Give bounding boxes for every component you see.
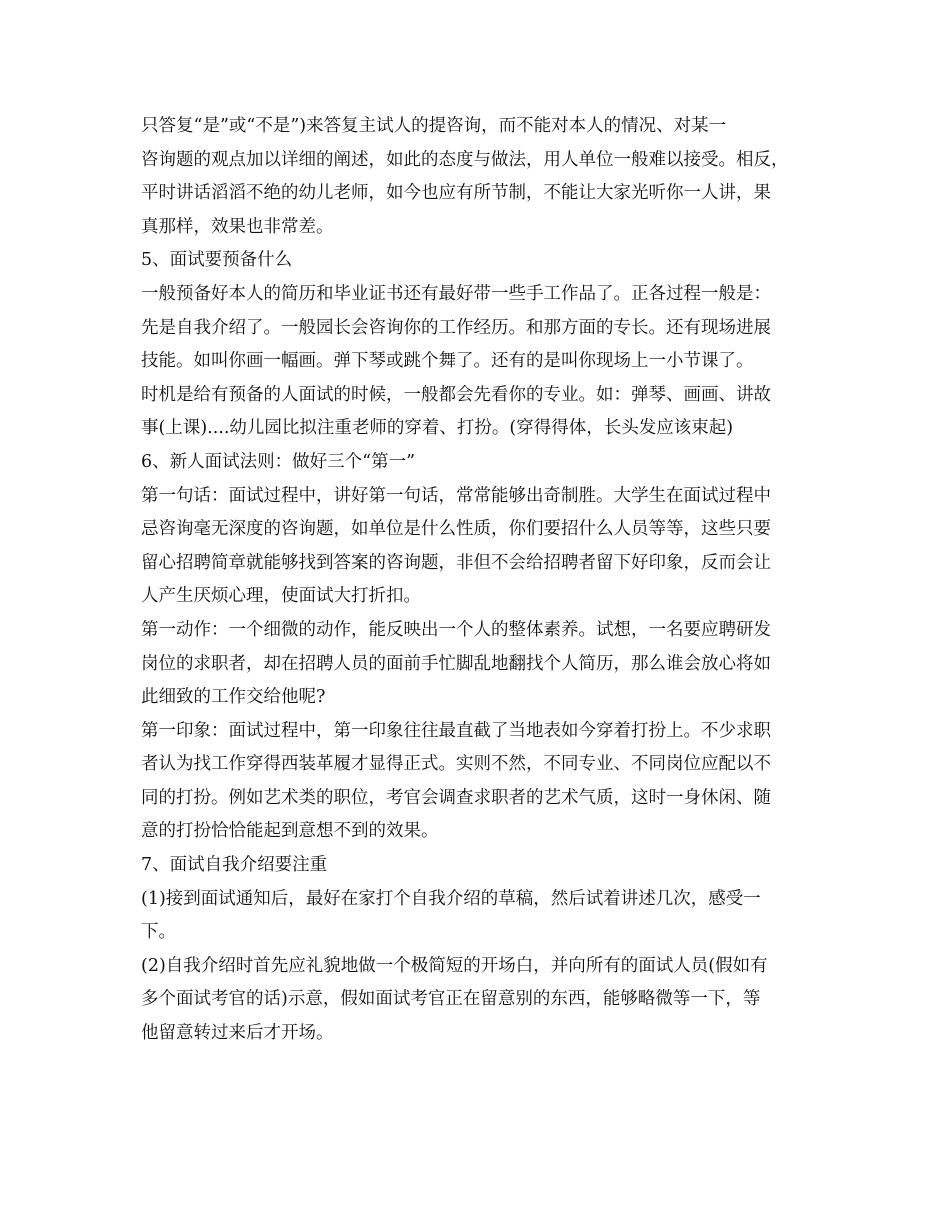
document-body (141, 110, 831, 1051)
text-line: 岗位的求职者，却在招聘人员的面前手忙脚乱地翻找个人简历，那么谁会放心将如 (141, 653, 771, 674)
section-heading: 7、面试自我介绍要注重 (141, 855, 328, 876)
text-line: 多个面试考官的话)示意，假如面试考官正在留意别的东西，能够略微等一下，等 (141, 989, 761, 1010)
text-line: 一般预备好本人的简历和毕业证书还有最好带一些手工作品了。正各过程一般是： (141, 283, 771, 304)
text-line: 先是自我介绍了。一般园长会咨询你的工作经历。和那方面的专长。还有现场进展 (141, 317, 771, 338)
text-line: 时机是给有预备的人面试的时候，一般都会先看你的专业。如：弹琴、画画、讲故 (141, 384, 771, 405)
text-line: 第一句话：面试过程中，讲好第一句话，常常能够出奇制胜。大学生在面试过程中 (141, 485, 771, 506)
text-line: 第一印象：面试过程中，第一印象往往最直截了当地表如今穿着打扮上。不少求职 (141, 720, 771, 741)
text-line: 此细致的工作交给他呢? (141, 687, 326, 708)
section-heading: 6、新人面试法则：做好三个“第一” (141, 451, 416, 472)
text-line: 忌咨询毫无深度的咨询题，如单位是什么性质，你们要招什么人员等等，这些只要 (141, 519, 771, 540)
text-line: 他留意转过来后才开场。 (141, 1023, 334, 1044)
text-line: 平时讲话滔滔不绝的幼儿老师，如今也应有所节制，不能让大家光听你一人讲，果 (141, 183, 771, 204)
text-line: 下。 (141, 922, 176, 943)
text-line: 留心招聘简章就能够找到答案的咨询题，非但不会给招聘者留下好印象，反而会让 (141, 552, 771, 573)
text-line: (2)自我介绍时首先应礼貌地做一个极简短的开场白，并向所有的面试人员(假如有 (141, 955, 768, 976)
text-line: 事(上课)....幼儿园比拟注重老师的穿着、打扮。(穿得得体，长头发应该束起) (141, 418, 734, 439)
text-line: 人产生厌烦心理，使面试大打折扣。 (141, 586, 421, 607)
text-line: 技能。如叫你画一幅画。弹下琴或跳个舞了。还有的是叫你现场上一小节课了。 (141, 351, 754, 372)
text-line: 咨询题的观点加以详细的阐述，如此的态度与做法，用人单位一般难以接受。相反， (141, 149, 789, 170)
text-line: (1)接到面试通知后，最好在家打个自我介绍的草稿，然后试着讲述几次，感受一 (141, 888, 761, 909)
text-line: 真那样，效果也非常差。 (141, 216, 334, 237)
text-line: 只答复“是”或“不是”)来答复主试人的提咨询，而不能对本人的情况、对某一 (141, 116, 727, 136)
text-line: 者认为找工作穿得西装革履才显得正式。实则不然，不同专业、不同岗位应配以不 (141, 754, 771, 775)
section-heading: 5、面试要预备什么 (141, 250, 293, 271)
text-line: 同的打扮。例如艺术类的职位，考官会调查求职者的艺术气质，这时一身休闲、随 (141, 787, 771, 808)
text-line: 第一动作：一个细微的动作，能反映出一个人的整体素养。试想，一名要应聘研发 (141, 619, 771, 640)
text-line: 意的打扮恰恰能起到意想不到的效果。 (141, 821, 439, 842)
